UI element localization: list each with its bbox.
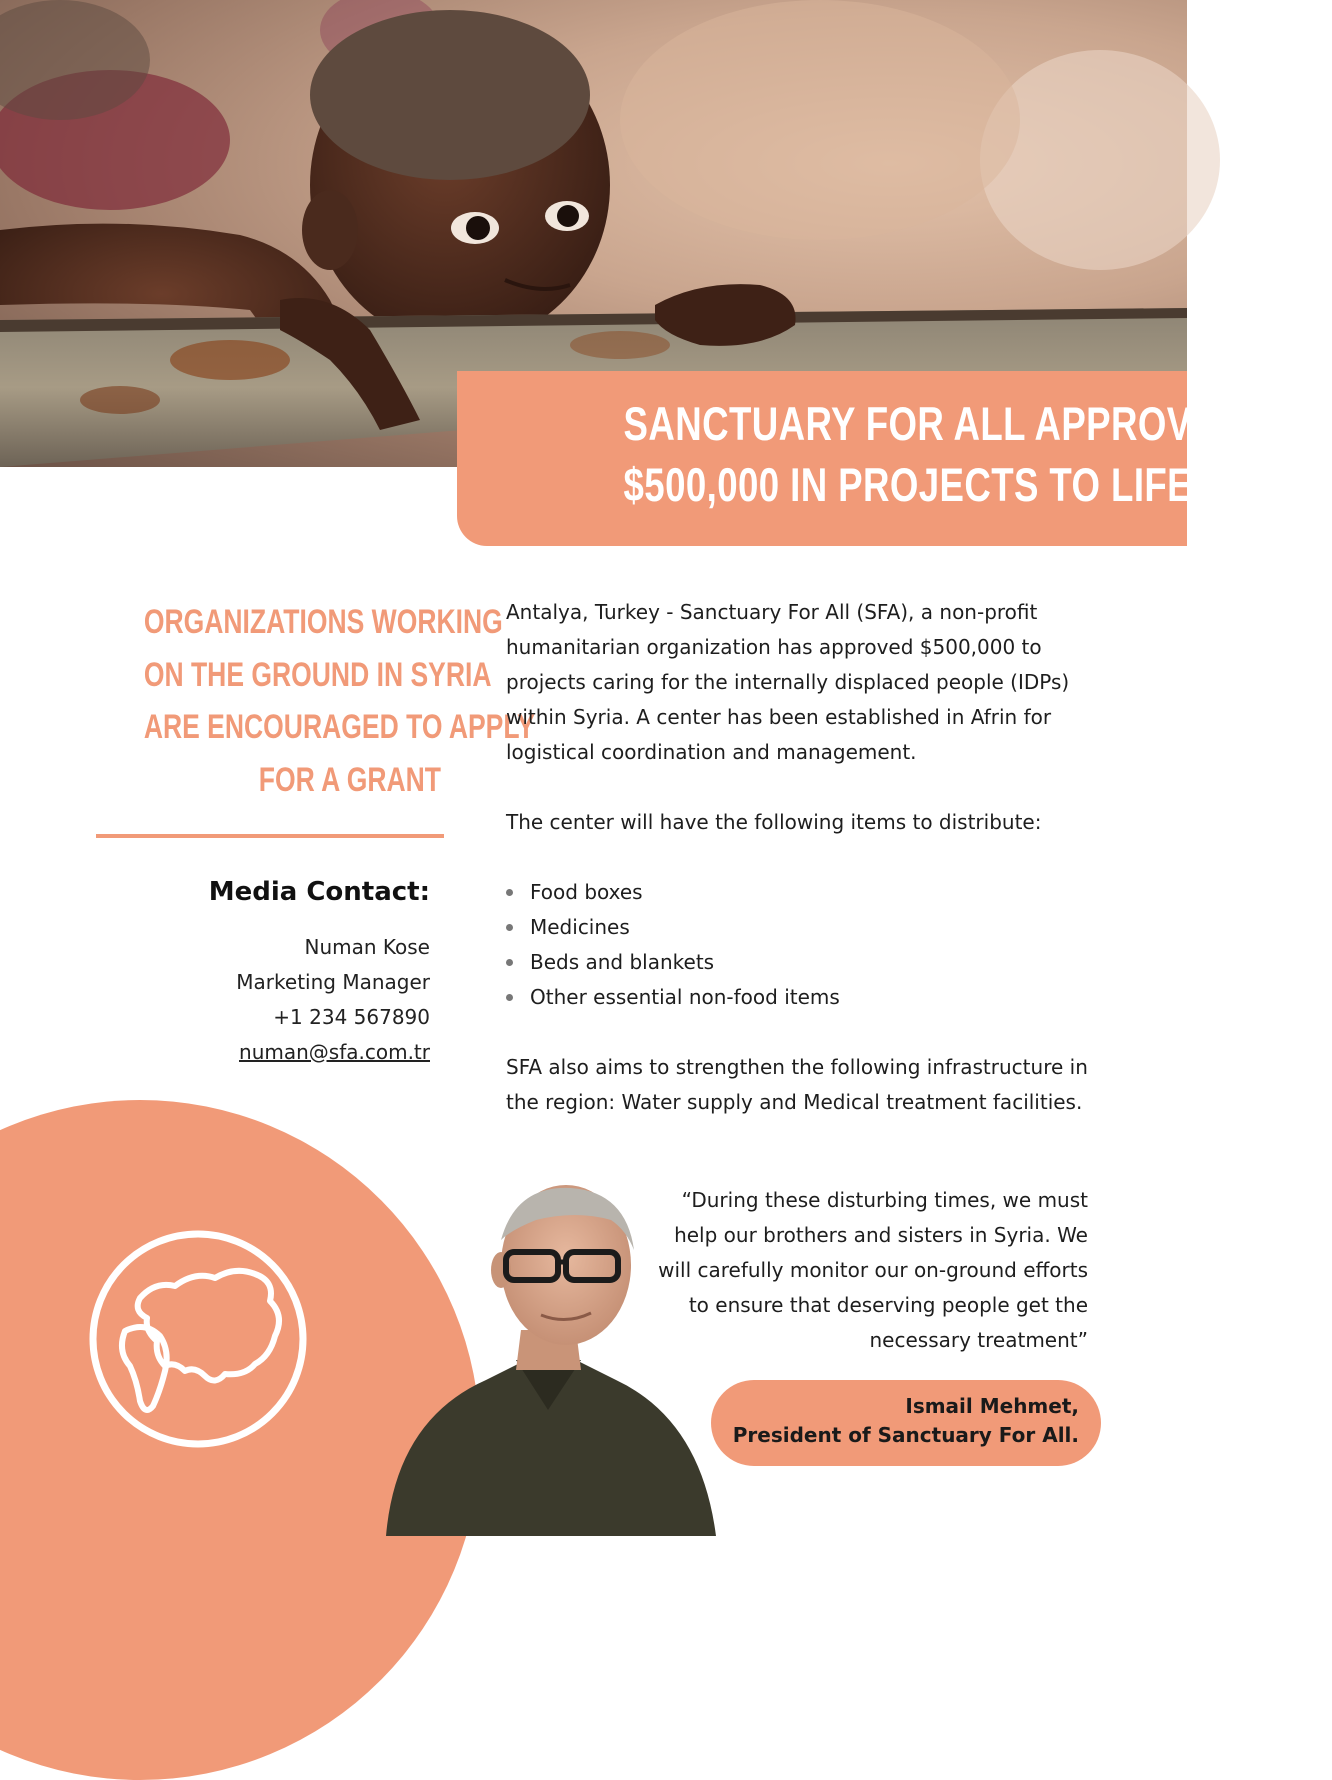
items-list [506, 875, 1126, 1015]
article-body [506, 595, 1126, 1155]
sidebar-title [60, 596, 535, 806]
headline-banner [457, 371, 1332, 546]
quote-author-title: President of Sanctuary For All. [732, 1423, 1079, 1447]
contact-email-link[interactable]: numan@sfa.com.tr [239, 1040, 430, 1064]
sidebar-title-line-4: FOR A GRANT [258, 760, 441, 799]
list-item: Medicines [506, 910, 1126, 945]
infrastructure-paragraph: SFA also aims to strengthen the following infrastructure in the region: Water supply and Medical treatment facilities. [506, 1055, 1088, 1114]
globe-icon [85, 1226, 311, 1452]
sidebar-title-line-2: ON THE GROUND IN SYRIA [143, 655, 492, 694]
contact-role: Marketing Manager [236, 970, 430, 994]
contact-name: Numan Kose [304, 935, 430, 959]
items-intro: The center will have the following items to distribute: [506, 810, 1042, 834]
list-item: Food boxes [506, 875, 1126, 910]
sidebar-title-line-3: ARE ENCOURAGED TO APPLY [143, 708, 535, 746]
sidebar-title-line-1: ORGANIZATIONS WORKING [143, 603, 503, 641]
quote-attribution [711, 1380, 1101, 1466]
sidebar-divider [96, 834, 444, 838]
quote-author: Ismail Mehmet, [905, 1394, 1079, 1418]
headline-line-1: SANCTUARY FOR ALL APPROVES [623, 397, 1242, 450]
contact-phone: +1 234 567890 [273, 1005, 430, 1029]
president-quote: “During these disturbing times, we must help our brothers and sisters in Syria. We will carefully monitor our on-ground efforts to ensure that deserving people get the necessary treatment” [658, 1188, 1088, 1352]
list-item: Beds and blankets [506, 945, 1126, 980]
article-intro: Antalya, Turkey - Sanctuary For All (SFA), a non-profit humanitarian organization has approved $500,000 to projects caring for the internally displaced people (IDPs) within Syria. A center has been established in Afrin for logistical coordination and management. [506, 600, 1070, 764]
headline-line-2: $500,000 IN PROJECTS TO LIFESAVING [623, 458, 1332, 511]
media-contact [150, 874, 430, 1070]
media-contact-heading: Media Contact: [208, 877, 430, 907]
list-item: Other essential non-food items [506, 980, 1126, 1015]
